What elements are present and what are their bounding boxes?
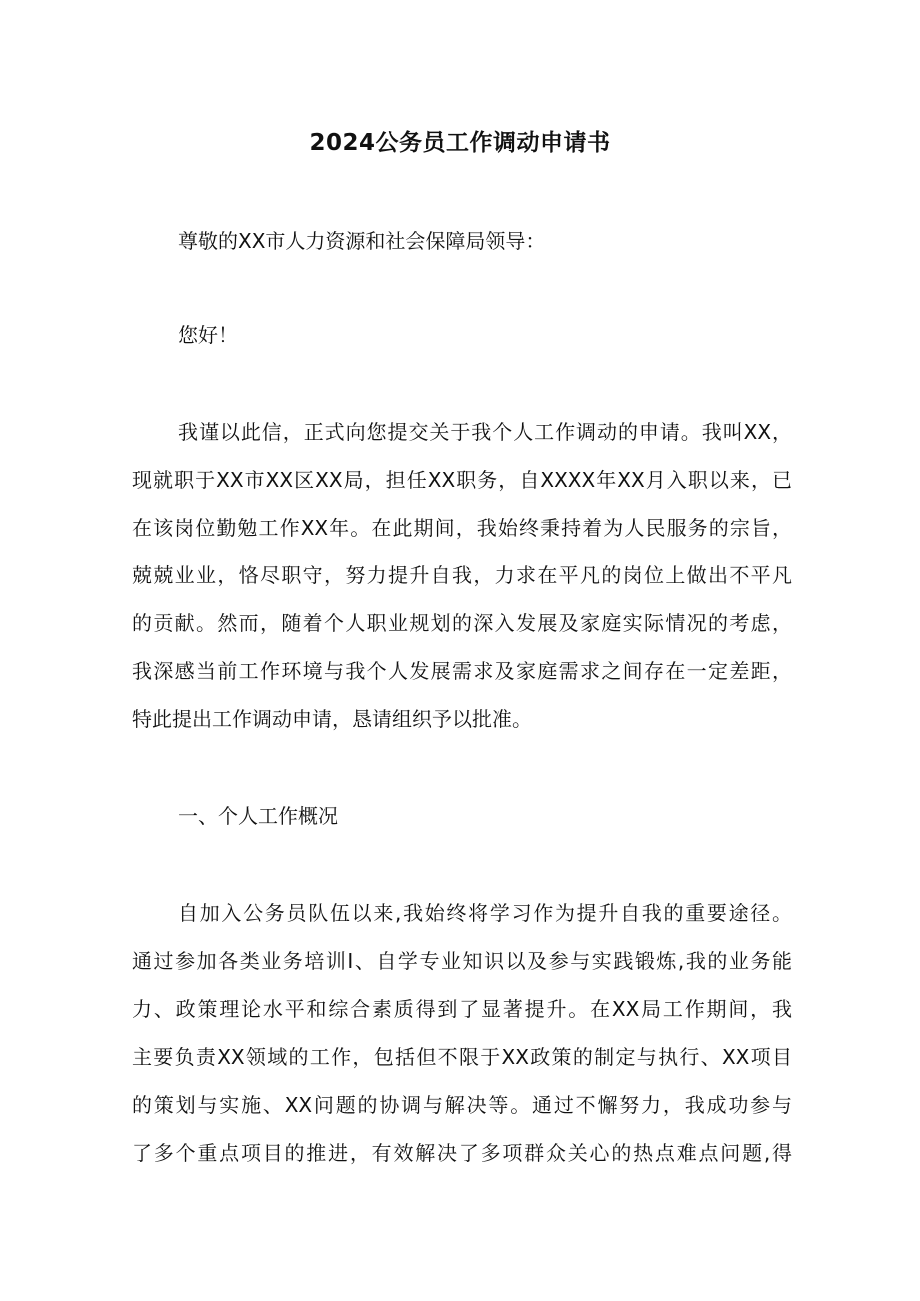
paragraph-2-line: 了多个重点项目的推进，有效解决了多项群众关心的热点难点问题,得 bbox=[132, 1141, 792, 1165]
paragraph-1-line: 兢兢业业，恪尽职守，努力提升自我，力求在平凡的岗位上做出不平凡 bbox=[132, 563, 792, 587]
paragraph-1-line: 我深感当前工作环境与我个人发展需求及家庭需求之间存在一定差距， bbox=[132, 659, 792, 683]
paragraph-1-line: 的贡献。然而，随着个人职业规划的深入发展及家庭实际情况的考虑， bbox=[132, 611, 792, 635]
paragraph-1-line: 现就职于XX市XX区XX局，担任XX职务，自XXXX年XX月入职以来，已 bbox=[132, 468, 792, 492]
paragraph-1-line: 我谨以此信，正式向您提交关于我个人工作调动的申请。我叫XX， bbox=[178, 420, 792, 444]
document-title: 2024公务员工作调动申请书 bbox=[309, 130, 611, 156]
paragraph-2-line: 通过参加各类业务培训I、自学专业知识以及参与实践锻炼,我的业务能 bbox=[132, 949, 792, 973]
paragraph-2-line: 力、政策理论水平和综合素质得到了显著提升。在XX局工作期间，我 bbox=[132, 997, 792, 1021]
paragraph-1-line: 在该岗位勤勉工作XX年。在此期间，我始终秉持着为人民服务的宗旨， bbox=[132, 516, 792, 540]
greeting: 您好！ bbox=[178, 323, 238, 347]
paragraph-1-line: 特此提出工作调动申请，恳请组织予以批准。 bbox=[132, 707, 532, 731]
paragraph-2-line: 的策划与实施、XX问题的协调与解决等。通过不懈努力，我成功参与 bbox=[132, 1093, 792, 1117]
paragraph-2-line: 主要负责XX领域的工作，包括但不限于XX政策的制定与执行、XX项目 bbox=[132, 1045, 792, 1069]
salutation: 尊敬的XX市人力资源和社会保障局领导： bbox=[178, 229, 546, 253]
paragraph-2-line: 自加入公务员队伍以来,我始终将学习作为提升自我的重要途径。 bbox=[178, 901, 792, 925]
section-1-heading: 一、个人工作概况 bbox=[178, 804, 338, 828]
